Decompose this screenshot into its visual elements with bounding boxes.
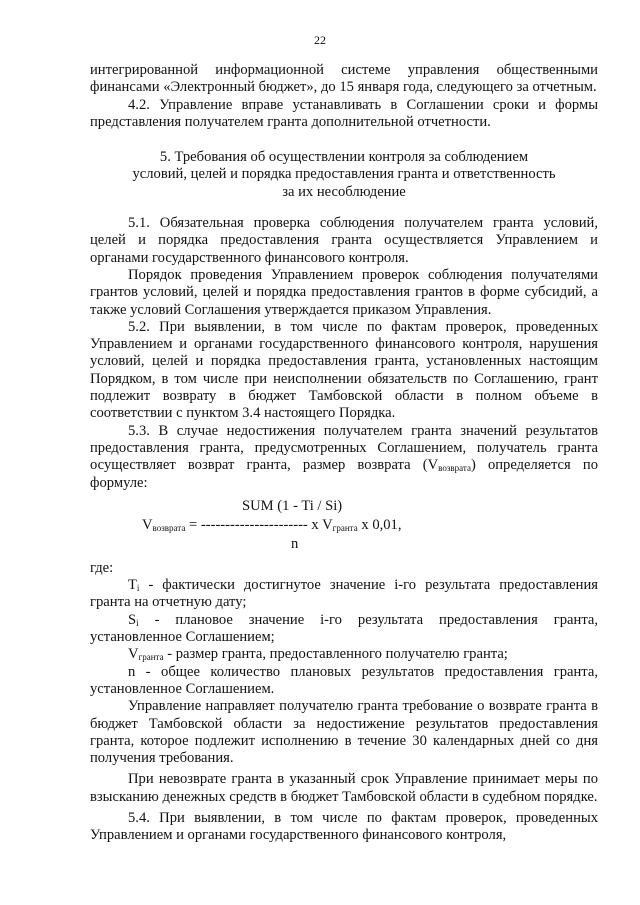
formula-numerator: SUM (1 - Ti / Si) — [242, 497, 343, 514]
paragraph-procedure: Порядок проведения Управлением проверок соблюдения получателями грантов условий, целей и порядка предоставления грантов в форме субсидий, а также условий Соглашения утверждается приказом Управления. — [90, 266, 598, 318]
formula-lhs-subscript: возврата — [152, 522, 186, 533]
symbol-subscript: гранта — [138, 652, 164, 663]
paragraph-5-4: 5.4. При выявлении, в том числе по фактам проверок, проведенных Управлением и органами государственного финансового контроля, — [90, 809, 598, 844]
paragraph-5-2: 5.2. При выявлении, в том числе по фактам проверок, проведенных Управлением и органами государственного финансового контроля, нарушения условий, целей и порядка предоставления гранта, установленных настоящим Порядком, в том числе при неисполнении обязательств по Соглашению, грант подлежит возврату в бюджет Тамбовской области в полном объеме в соответствии с пунктом 3.4 настоящего Порядка. — [90, 318, 598, 422]
section-heading — [90, 149, 598, 201]
formula-denominator: n — [291, 535, 299, 552]
symbol-v: V — [128, 646, 139, 663]
heading-line: 5. Требования об осуществлении контроля за соблюдением — [159, 149, 529, 166]
page-number: 22 — [314, 33, 326, 47]
return-formula — [90, 498, 598, 554]
definition-text: - размер гранта, предоставленного получателю гранта; — [163, 646, 508, 663]
paragraph-5-3-text: 5.3. В случае недостижения получателем гранта значений результатов предоставления гранта, предусмотренных Соглашением, получатель гранта осуществляет возврат гранта, размер возврата (V — [90, 422, 598, 474]
definition-v — [90, 646, 598, 663]
definition-t — [90, 577, 598, 612]
heading-line: за их несоблюдение — [282, 183, 406, 200]
formula-tail: x 0,01, — [357, 516, 402, 533]
definition-s — [90, 612, 598, 647]
symbol-t: T — [128, 577, 137, 594]
formula-fraction-bar: = ---------------------- x V — [185, 516, 333, 533]
formula-lhs: V — [142, 516, 153, 533]
subscript: возврата — [438, 463, 471, 474]
paragraph-enforcement: При невозврате гранта в указанный срок Управление принимает меры по взысканию денежных средств в бюджет Тамбовской области в судебном порядке. — [90, 771, 598, 805]
formula-rhs-subscript: гранта — [332, 522, 358, 533]
paragraph-5-3 — [90, 423, 598, 492]
symbol-s: S — [128, 611, 137, 628]
paragraph-5-1: 5.1. Обязательная проверка соблюдения получателем гранта условий, целей и порядка предоставления гранта осуществляется Управлением и органами государственного финансового контроля. — [90, 215, 598, 266]
paragraph-4-2: 4.2. Управление вправе устанавливать в Соглашении сроки и формы представления получателем гранта дополнительной отчетности. — [90, 96, 598, 130]
formula-main-line — [142, 517, 402, 534]
paragraph-continuation: интегрированной информационной системе управления общественными финансами «Электронный бюджет», до 15 января года, следующего за отчетным. — [90, 62, 598, 96]
definition-n: n - общее количество плановых результатов предоставления гранта, установленное Соглашением. — [90, 663, 598, 697]
paragraph-demand: Управление направляет получателю гранта требование о возврате гранта в бюджет Тамбовской области за недостижение результатов предоставления гранта, которое подлежит исполнению в течение 30 календарных дней со дня получения требования. — [90, 698, 598, 767]
definition-text: - плановое значение i-го результата предоставления гранта, установленное Соглашением; — [90, 611, 598, 646]
heading-line: условий, целей и порядка предоставления гранта и ответственность — [132, 166, 556, 183]
symbol-subscript: i — [136, 617, 139, 628]
definition-text: - фактически достигнутое значение i-го результата предоставления гранта на отчетную дату; — [90, 577, 598, 611]
definitions-where: где: — [90, 559, 114, 576]
paragraph-5-3-text-end: ) определяется по формуле: — [90, 457, 599, 491]
symbol-subscript: i — [136, 583, 140, 594]
document-body — [90, 62, 598, 845]
